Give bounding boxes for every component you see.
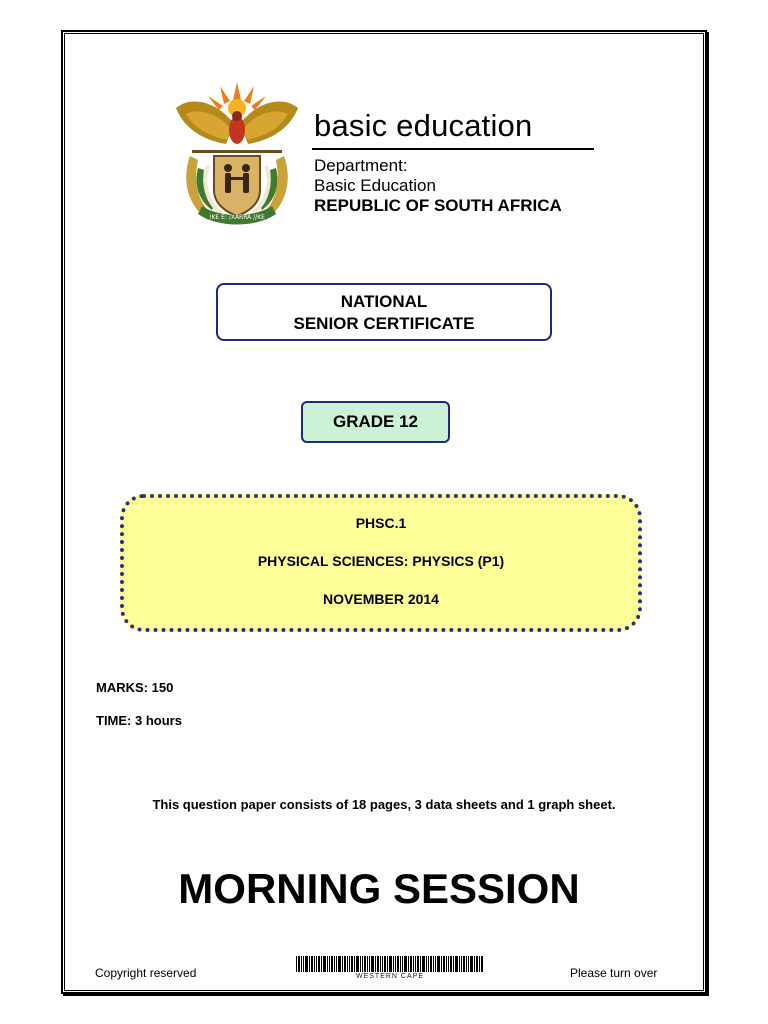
certificate-box xyxy=(216,283,552,341)
certificate-line-national: NATIONAL xyxy=(340,292,428,311)
brand-divider xyxy=(312,148,594,150)
paper-info: This question paper consists of 18 pages, 3 data sheets and 1 graph sheet. xyxy=(152,797,616,812)
exam-date: NOVEMBER 2014 xyxy=(323,591,439,607)
brand-title: basic education xyxy=(314,108,533,143)
subject-name: PHYSICAL SCIENCES: PHYSICS (P1) xyxy=(257,553,505,569)
barcode-image xyxy=(296,956,484,972)
country-name: REPUBLIC OF SOUTH AFRICA xyxy=(314,196,562,215)
page-shadow-right xyxy=(707,32,709,996)
subject-code: PHSC.1 xyxy=(355,515,407,531)
session-title: MORNING SESSION xyxy=(178,865,580,912)
turn-over-text: Please turn over xyxy=(570,966,658,980)
marks-label: MARKS: 150 xyxy=(96,680,174,695)
barcode-caption: WESTERN CAPE xyxy=(355,973,424,980)
certificate-line-senior: SENIOR CERTIFICATE xyxy=(293,314,475,333)
time-label: TIME: 3 hours xyxy=(96,713,182,728)
grade-badge: GRADE 12 xyxy=(301,401,450,443)
subject-box xyxy=(120,494,642,632)
coat-of-arms-logo xyxy=(168,78,306,230)
copyright-text: Copyright reserved xyxy=(95,966,197,980)
department-label: Department: xyxy=(314,156,408,175)
department-name: Basic Education xyxy=(314,176,436,195)
seal-motto: !KE E: /XARRA //KE xyxy=(209,214,265,221)
page-shadow-bottom xyxy=(63,994,709,996)
